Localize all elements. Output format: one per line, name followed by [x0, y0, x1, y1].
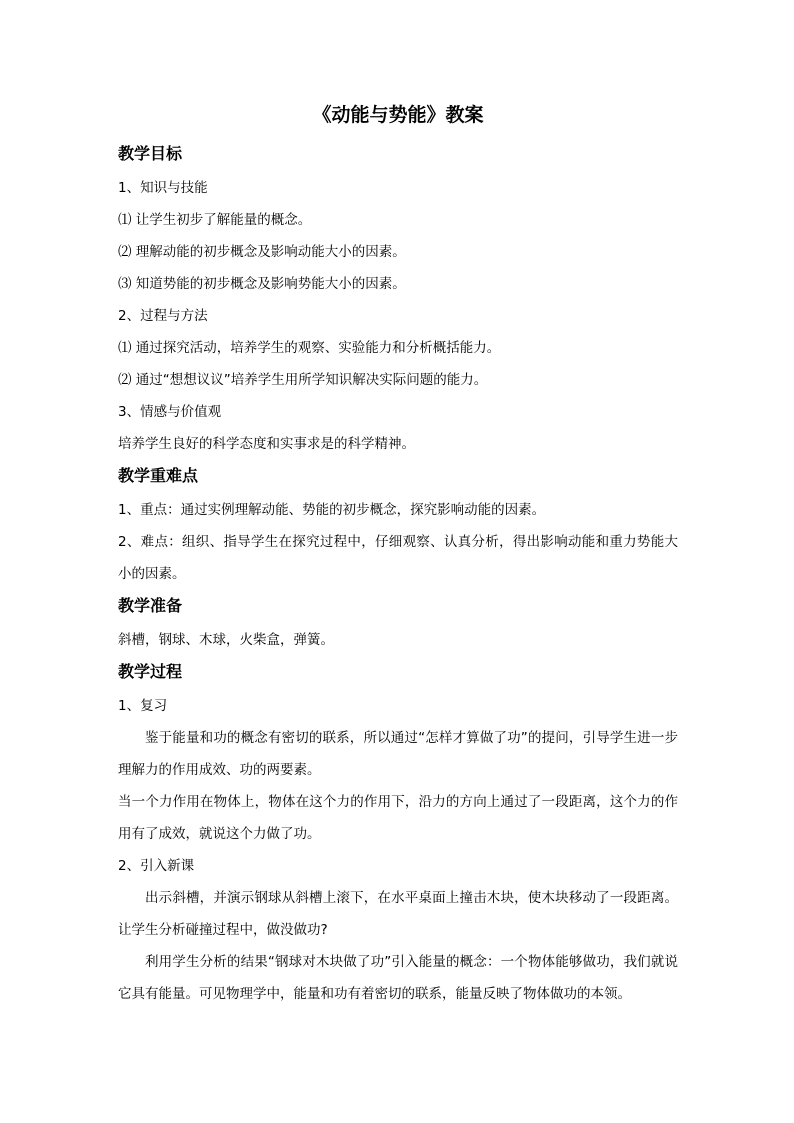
process-paragraph: 鉴于能量和功的概念有密切的联系，所以通过“怎样才算做了功”的提问，引导学生进一步理解力的作用成效、功的两要素。	[118, 730, 678, 778]
objective-line: ⑵ 理解动能的初步概念及影响动能大小的因素。	[118, 244, 406, 260]
process-paragraph: 出示斜槽，并演示钢球从斜槽上滚下，在水平桌面上撞击木块，使木块移动了一段距离。让学生分析碰撞过程中，做没做功?	[118, 890, 678, 938]
objective-line: 2、过程与方法	[118, 308, 208, 324]
process-subheading: 2、引入新课	[118, 858, 195, 874]
process-subheading: 1、复习	[118, 698, 168, 714]
section-heading-preparation: 教学准备	[118, 596, 183, 615]
process-paragraph: 利用学生分析的结果“钢球对木块做了功”引入能量的概念：一个物体能够做功，我们就说它具有能量。可见物理学中，能量和功有着密切的联系，能量反映了物体做功的本领。	[118, 954, 678, 1002]
process-paragraph: 当一个力作用在物体上，物体在这个力的作用下，沿力的方向上通过了一段距离，这个力的作用有了成效，就说这个力做了功。	[118, 794, 678, 842]
objective-line: ⑴ 通过探究活动，培养学生的观察、实验能力和分析概括能力。	[118, 340, 501, 356]
objective-line: 1、知识与技能	[118, 180, 208, 196]
document-body	[118, 100, 678, 1010]
preparation-line: 斜槽，钢球、木球，火柴盒，弹簧。	[118, 632, 334, 648]
section-heading-key-points: 教学重难点	[118, 466, 199, 485]
objective-line: ⑶ 知道势能的初步概念及影响势能大小的因素。	[118, 276, 406, 292]
document-title: 《动能与势能》教案	[312, 104, 484, 126]
objective-line: 培养学生良好的科学态度和实事求是的科学精神。	[118, 436, 415, 452]
section-heading-process: 教学过程	[118, 662, 183, 681]
key-point-paragraph: 2、难点：组织、指导学生在探究过程中，仔细观察、认真分析，得出影响动能和重力势能大小的因素。	[118, 534, 678, 582]
section-heading-objectives: 教学目标	[118, 144, 183, 163]
objective-line: 3、情感与价值观	[118, 404, 222, 420]
key-point-line: 1、重点：通过实例理解动能、势能的初步概念，探究影响动能的因素。	[118, 502, 546, 518]
objective-line: ⑵ 通过“想想议议”培养学生用所学知识解决实际问题的能力。	[118, 372, 488, 388]
objective-line: ⑴ 让学生初步了解能量的概念。	[118, 212, 312, 228]
